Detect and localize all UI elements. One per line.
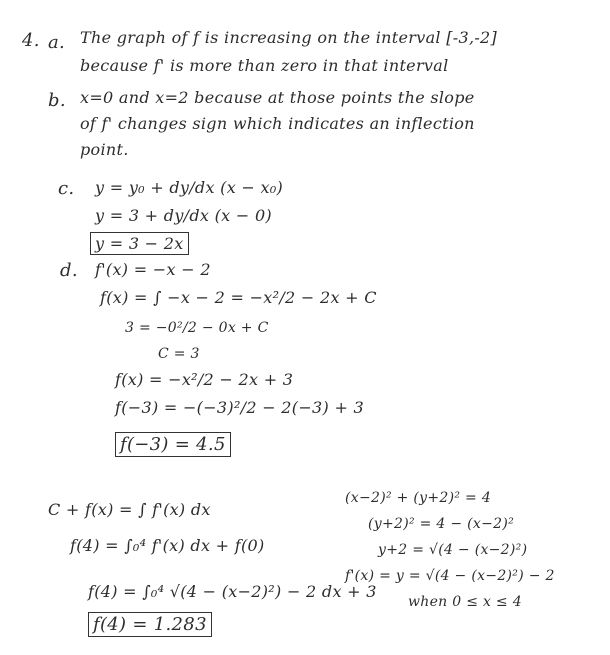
part-c-line2: y = 3 + dy/dx (x − 0) <box>95 206 272 225</box>
part-c-line1: y = y₀ + dy/dx (x − x₀) <box>95 178 284 197</box>
part-b-line3: point. <box>80 140 129 159</box>
part-d-line6: f(−3) = −(−3)²/2 − 2(−3) + 3 <box>115 398 365 417</box>
part-e-line2: f(4) = ∫₀⁴ f'(x) dx + f(0) <box>70 536 265 555</box>
part-b-line1: x=0 and x=2 because at those points the slope <box>80 88 475 107</box>
part-d-label: d. <box>60 260 78 281</box>
side-work-line5: when 0 ≤ x ≤ 4 <box>408 594 522 610</box>
side-work-line1: (x−2)² + (y+2)² = 4 <box>345 490 492 506</box>
part-d-answer: f(−3) = 4.5 <box>115 432 231 457</box>
part-e-line3: f(4) = ∫₀⁴ √(4 − (x−2)²) − 2 dx + 3 <box>88 582 377 601</box>
part-e-line1: C + f(x) = ∫ f'(x) dx <box>48 500 211 519</box>
problem-number: 4. <box>22 30 40 51</box>
part-a-line2: because f' is more than zero in that interval <box>80 56 449 75</box>
part-c-answer: y = 3 − 2x <box>90 232 189 255</box>
part-d-line4: C = 3 <box>158 346 200 362</box>
part-b-label: b. <box>48 90 66 111</box>
part-d-line3: 3 = −0²/2 − 0x + C <box>125 320 269 336</box>
part-a-line1: The graph of f is increasing on the interval [-3,-2] <box>80 28 498 47</box>
part-c-label: c. <box>58 178 75 199</box>
part-d-line2: f(x) = ∫ −x − 2 = −x²/2 − 2x + C <box>100 288 377 307</box>
part-b-line2: of f' changes sign which indicates an inflection <box>80 114 475 133</box>
part-d-line1: f'(x) = −x − 2 <box>95 260 211 279</box>
part-d-line5: f(x) = −x²/2 − 2x + 3 <box>115 370 294 389</box>
part-e-answer: f(4) = 1.283 <box>88 612 212 637</box>
side-work-line4: f'(x) = y = √(4 − (x−2)²) − 2 <box>345 568 555 584</box>
part-a-label: a. <box>48 32 66 53</box>
side-work-line2: (y+2)² = 4 − (x−2)² <box>368 516 515 532</box>
side-work-line3: y+2 = √(4 − (x−2)²) <box>378 542 528 558</box>
